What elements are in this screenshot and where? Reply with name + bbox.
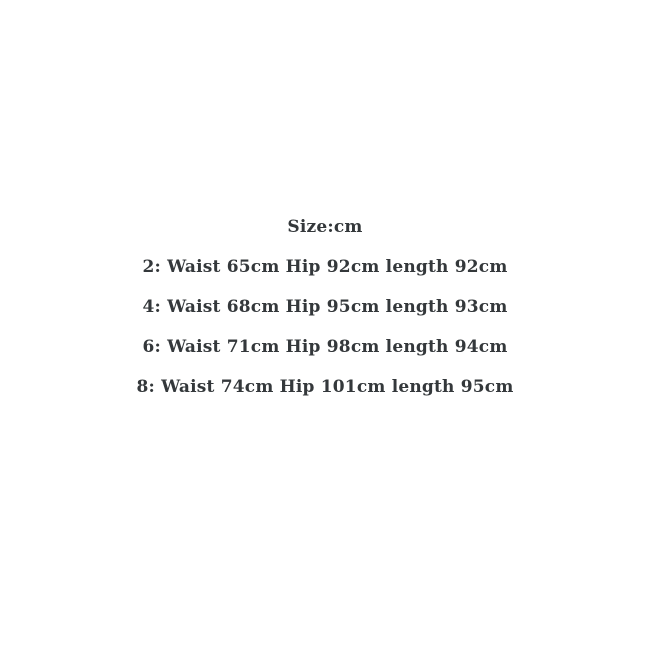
size-row-6: 6: Waist 71cm Hip 98cm length 94cm	[142, 337, 508, 357]
size-chart-title: Size:cm	[287, 217, 363, 237]
size-row-8: 8: Waist 74cm Hip 101cm length 95cm	[136, 377, 514, 397]
size-row-2: 2: Waist 65cm Hip 92cm length 92cm	[142, 257, 508, 277]
size-row-4: 4: Waist 68cm Hip 95cm length 93cm	[142, 297, 508, 317]
